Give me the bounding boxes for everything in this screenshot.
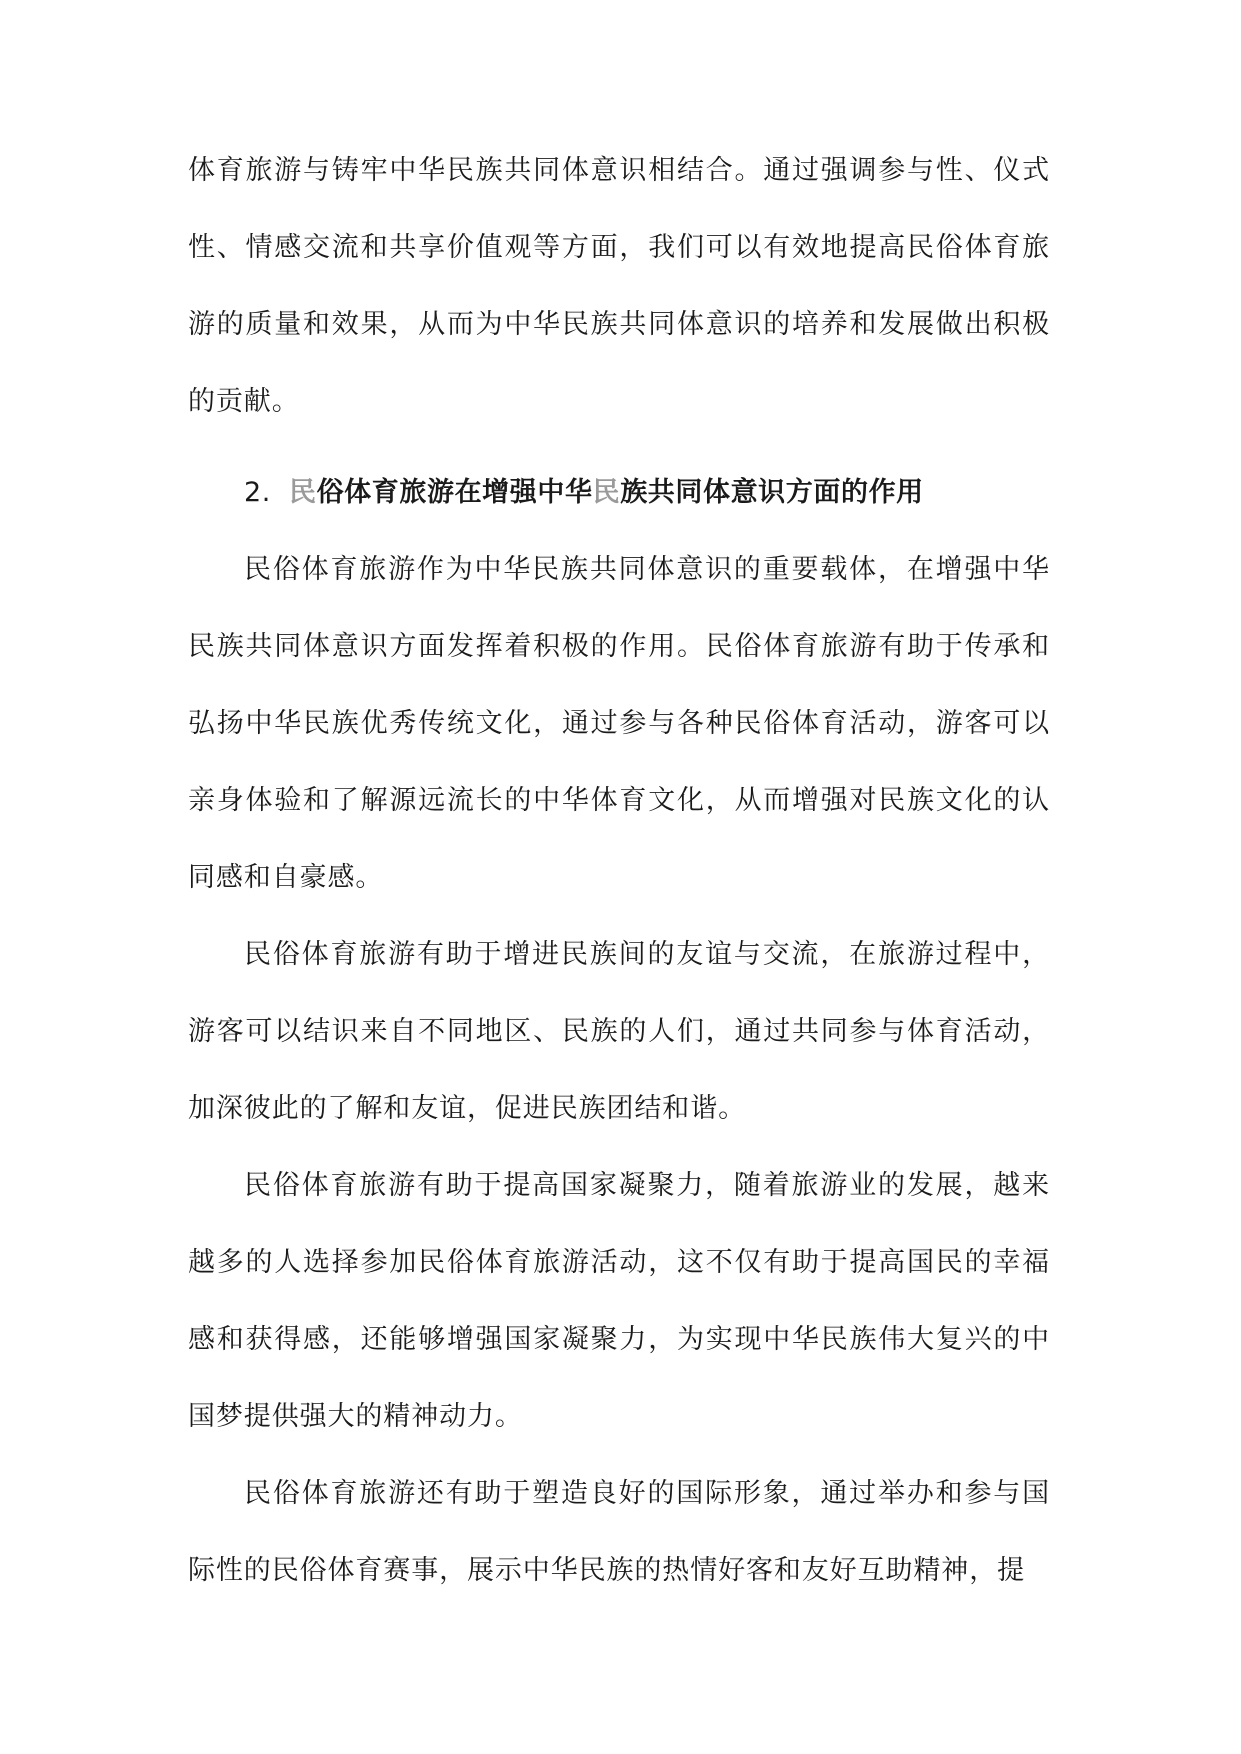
- body-paragraph: 民俗体育旅游有助于增进民族间的友谊与交流，在旅游过程中，游客可以结识来自不同地区、民族的人们，通过共同参与体育活动，加深彼此的了解和友谊，促进民族团结和谐。: [188, 939, 1050, 1124]
- heading-faded-char: 民: [592, 477, 621, 508]
- heading-faded-char: 民: [288, 477, 317, 508]
- document-body: [188, 132, 1050, 1609]
- body-paragraph: 民俗体育旅游作为中华民族共同体意识的重要载体，在增强中华民族共同体意识方面发挥着积极的作用。民俗体育旅游有助于传承和弘扬中华民族优秀传统文化，通过参与各种民俗体育活动，游客可以亲身体验和了解源远流长的中华体育文化，从而增强对民族文化的认同感和自豪感。: [188, 554, 1050, 893]
- body-paragraph: 民俗体育旅游还有助于塑造良好的国际形象，通过举办和参与国际性的民俗体育赛事，展示中华民族的热情好客和友好互助精神，提: [188, 1478, 1050, 1586]
- body-paragraph: 民俗体育旅游有助于提高国家凝聚力，随着旅游业的发展，越来越多的人选择参加民俗体育旅游活动，这不仅有助于提高国民的幸福感和获得感，还能够增强国家凝聚力，为实现中华民族伟大复兴的中国梦提供强大的精神动力。: [188, 1170, 1050, 1432]
- intro-paragraph: 体育旅游与铸牢中华民族共同体意识相结合。通过强调参与性、仪式性、情感交流和共享价值观等方面，我们可以有效地提高民俗体育旅游的质量和效果，从而为中华民族共同体意识的培养和发展做出积极的贡献。: [188, 155, 1050, 417]
- heading-text-part: 俗体育旅游在增强中华: [316, 477, 593, 508]
- heading-text-part: 族共同体意识方面的作用: [620, 477, 924, 508]
- section-number: 2.: [244, 477, 271, 508]
- section-heading: [188, 454, 1050, 531]
